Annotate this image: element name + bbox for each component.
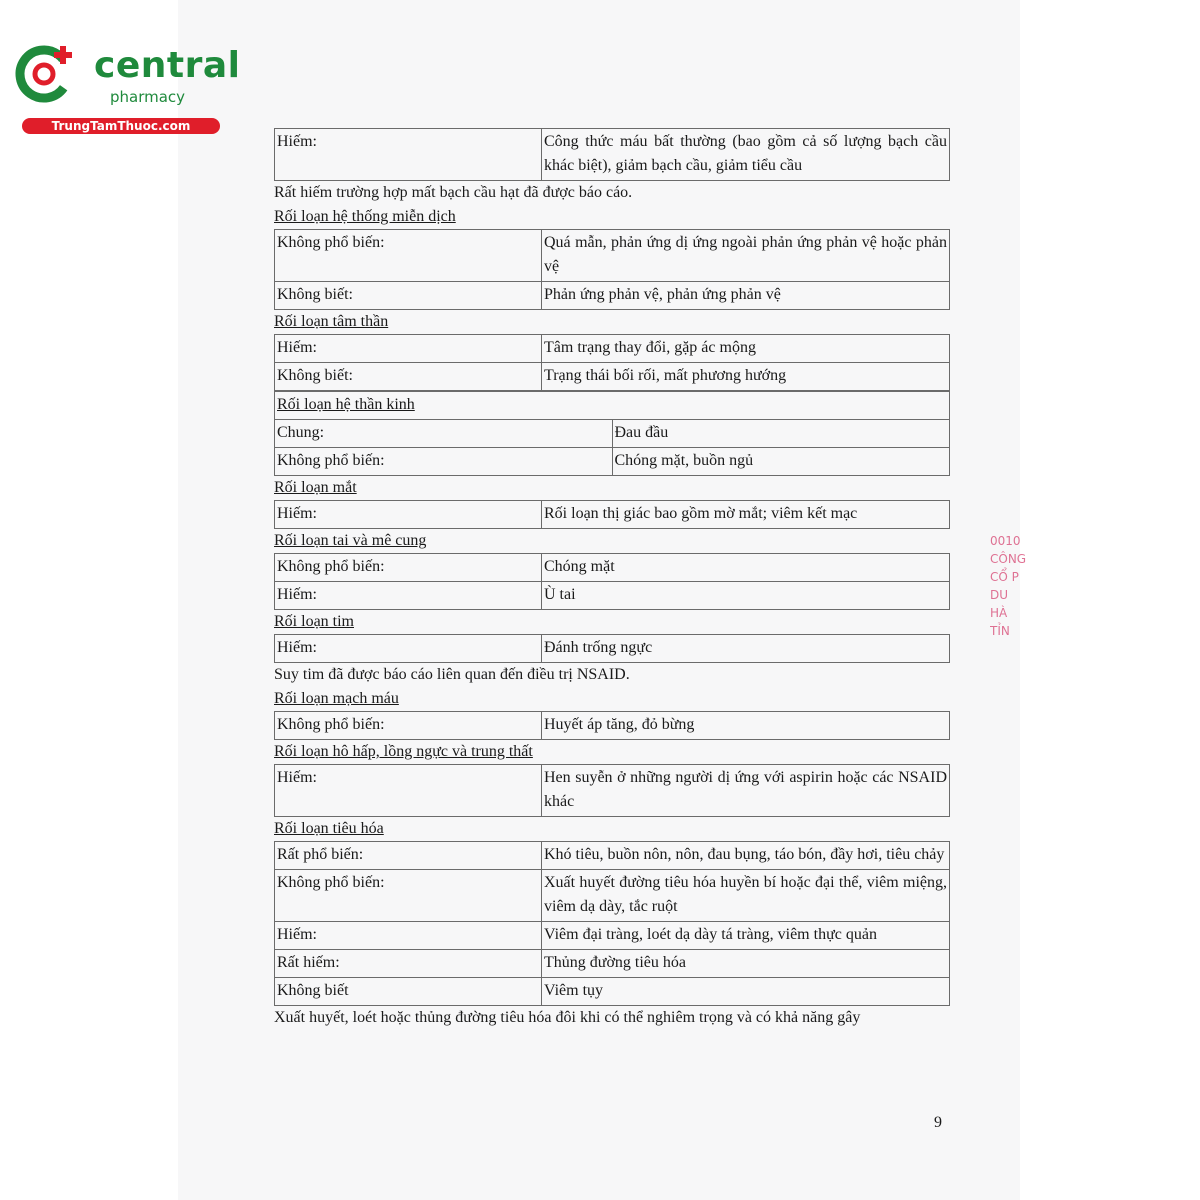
frequency-cell: Hiếm:	[275, 501, 542, 529]
table-gi	[274, 841, 950, 1006]
table-heart	[274, 634, 950, 663]
effect-cell: Viêm đại tràng, loét dạ dày tá tràng, viêm thực quản	[542, 922, 950, 950]
central-pharmacy-logo-icon	[12, 40, 84, 106]
section-heading-ear: Rối loạn tai và mê cung	[274, 532, 427, 549]
note-agranulocytosis: Rất hiếm trường hợp mất bạch cầu hạt đã được báo cáo.	[274, 184, 633, 201]
effect-cell: Viêm tụy	[542, 978, 950, 1006]
table-row	[275, 950, 950, 978]
stamp-text: DU	[990, 588, 1009, 602]
table-vascular	[274, 711, 950, 740]
effect-cell: Đánh trống ngực	[542, 635, 950, 663]
table-row	[275, 335, 950, 363]
table-row	[275, 448, 950, 476]
effect-cell: Phản ứng phản vệ, phản ứng phản vệ	[542, 282, 950, 310]
note-gi-bleeding: Xuất huyết, loét hoặc thủng đường tiêu hóa đôi khi có thể nghiêm trọng và có khả năng gây	[274, 1009, 861, 1026]
section-heading-respiratory: Rối loạn hô hấp, lồng ngực và trung thất	[274, 743, 533, 760]
effect-cell: Thủng đường tiêu hóa	[542, 950, 950, 978]
table-heading-row	[275, 392, 950, 420]
table-row	[275, 282, 950, 310]
page-number: 9	[934, 1114, 942, 1131]
effect-cell: Chóng mặt, buồn ngủ	[612, 448, 950, 476]
stamp-text: TỈN	[990, 624, 1010, 638]
table-row	[275, 420, 950, 448]
brand-name: central	[94, 45, 241, 86]
effect-cell: Quá mẫn, phản ứng dị ứng ngoài phản ứng phản vệ hoặc phản vệ	[542, 230, 950, 282]
effect-cell: Khó tiêu, buồn nôn, nôn, đau bụng, táo bón, đầy hơi, tiêu chảy	[542, 842, 950, 870]
table-row	[275, 230, 950, 282]
frequency-cell: Không phổ biến:	[275, 870, 542, 922]
document-body	[274, 128, 950, 1030]
frequency-cell: Hiếm:	[275, 922, 542, 950]
stamp-text: CÔNG	[990, 552, 1026, 566]
effect-cell: Chóng mặt	[542, 554, 950, 582]
table-eye	[274, 500, 950, 529]
table-nerve	[274, 391, 950, 476]
effect-cell: Ù tai	[542, 582, 950, 610]
table-row	[275, 842, 950, 870]
frequency-cell: Không phổ biến:	[275, 554, 542, 582]
table-row	[275, 978, 950, 1006]
frequency-cell: Không phổ biến:	[275, 712, 542, 740]
section-heading-nerve: Rối loạn hệ thần kinh	[277, 396, 415, 413]
frequency-cell: Không biết:	[275, 282, 542, 310]
effect-cell: Đau đầu	[612, 420, 950, 448]
frequency-cell: Hiếm:	[275, 635, 542, 663]
frequency-cell: Rất hiếm:	[275, 950, 542, 978]
table-immune	[274, 229, 950, 310]
brand-subtitle: pharmacy	[110, 88, 186, 106]
frequency-cell: Rất phổ biến:	[275, 842, 542, 870]
table-row	[275, 765, 950, 817]
table-row	[275, 870, 950, 922]
frequency-cell: Hiếm:	[275, 335, 542, 363]
table-row	[275, 501, 950, 529]
table-respiratory	[274, 764, 950, 817]
effect-cell: Hen suyễn ở những người dị ứng với aspirin hoặc các NSAID khác	[542, 765, 950, 817]
stamp-text: 0010	[990, 534, 1021, 548]
section-heading-vascular: Rối loạn mạch máu	[274, 690, 399, 707]
frequency-cell: Không biết	[275, 978, 542, 1006]
table-row	[275, 554, 950, 582]
table-psych	[274, 334, 950, 391]
table-row	[275, 712, 950, 740]
effect-cell: Huyết áp tăng, đỏ bừng	[542, 712, 950, 740]
frequency-cell: Không phổ biến:	[275, 448, 613, 476]
brand-website[interactable]: TrungTamThuoc.com	[22, 118, 220, 134]
company-stamp-fragment	[990, 532, 1026, 682]
effect-cell: Xuất huyết đường tiêu hóa huyền bí hoặc đại thể, viêm miệng, viêm dạ dày, tắc ruột	[542, 870, 950, 922]
frequency-cell: Không phổ biến:	[275, 230, 542, 282]
section-heading-immune: Rối loạn hệ thống miễn dịch	[274, 208, 456, 225]
effect-cell: Công thức máu bất thường (bao gồm cả số lượng bạch cầu khác biệt), giảm bạch cầu, giảm tiểu cầu	[542, 129, 950, 181]
brand-logo	[12, 40, 241, 140]
section-heading-gi: Rối loạn tiêu hóa	[274, 820, 384, 837]
section-heading-heart: Rối loạn tim	[274, 613, 354, 630]
frequency-cell: Hiếm:	[275, 765, 542, 817]
table-row	[275, 363, 950, 391]
frequency-cell: Hiếm:	[275, 129, 542, 181]
effect-cell: Trạng thái bối rối, mất phương hướng	[542, 363, 950, 391]
frequency-cell: Chung:	[275, 420, 613, 448]
section-heading-eye: Rối loạn mắt	[274, 479, 357, 496]
table-blood	[274, 128, 950, 181]
section-heading-psych: Rối loạn tâm thần	[274, 313, 389, 330]
table-row	[275, 922, 950, 950]
table-row	[275, 129, 950, 181]
table-ear	[274, 553, 950, 610]
frequency-cell: Không biết:	[275, 363, 542, 391]
table-row	[275, 635, 950, 663]
stamp-text: CỔ P	[990, 570, 1019, 584]
effect-cell: Rối loạn thị giác bao gồm mờ mắt; viêm kết mạc	[542, 501, 950, 529]
frequency-cell: Hiếm:	[275, 582, 542, 610]
stamp-text: HÀ	[990, 606, 1008, 620]
note-heart-failure: Suy tim đã được báo cáo liên quan đến điều trị NSAID.	[274, 666, 630, 683]
table-row	[275, 582, 950, 610]
effect-cell: Tâm trạng thay đổi, gặp ác mộng	[542, 335, 950, 363]
